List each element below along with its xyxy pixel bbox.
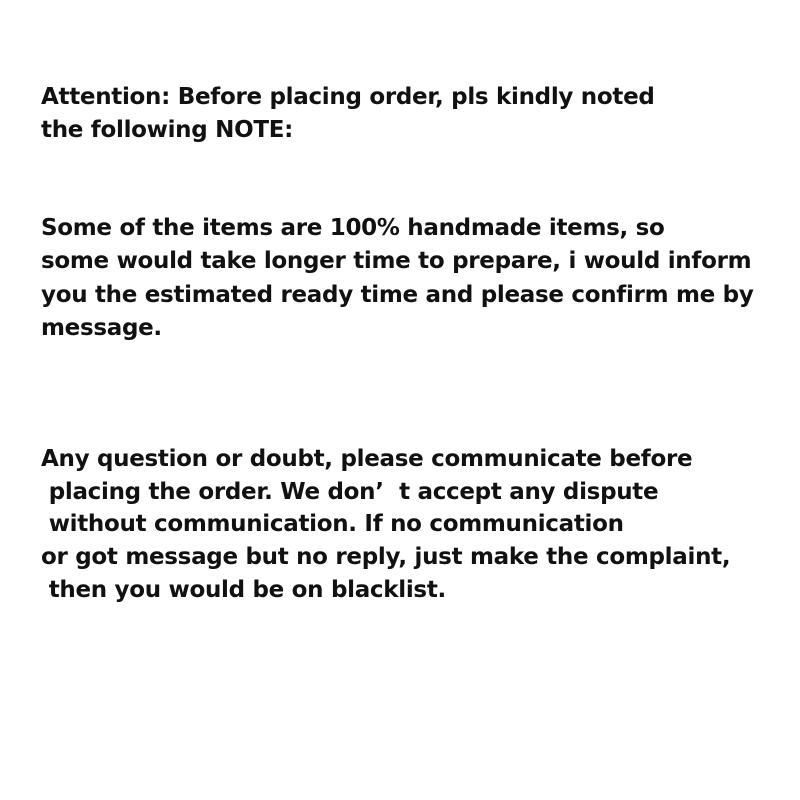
- handmade-note-line-1: Some of the items are 100% handmade items, so: [41, 215, 665, 241]
- attention-heading-line-1: Attention: Before placing order, pls kindly noted: [41, 84, 655, 110]
- attention-heading-line-2: the following NOTE:: [41, 117, 294, 143]
- dispute-note-line-3: without communication. If no communication: [41, 511, 624, 537]
- handmade-note-line-2: some would take longer time to prepare, i would inform: [41, 248, 752, 274]
- dispute-note-line-4: or got message but no reply, just make the complaint,: [41, 544, 731, 570]
- handmade-note-line-4: message.: [41, 315, 162, 341]
- dispute-note-line-5: then you would be on blacklist.: [41, 577, 446, 603]
- dispute-note-line-1: Any question or doubt, please communicate before: [41, 446, 693, 472]
- handmade-note-line-3: you the estimated ready time and please confirm me by: [41, 282, 754, 308]
- dispute-note-line-2: placing the order. We don’ t accept any dispute: [41, 479, 659, 505]
